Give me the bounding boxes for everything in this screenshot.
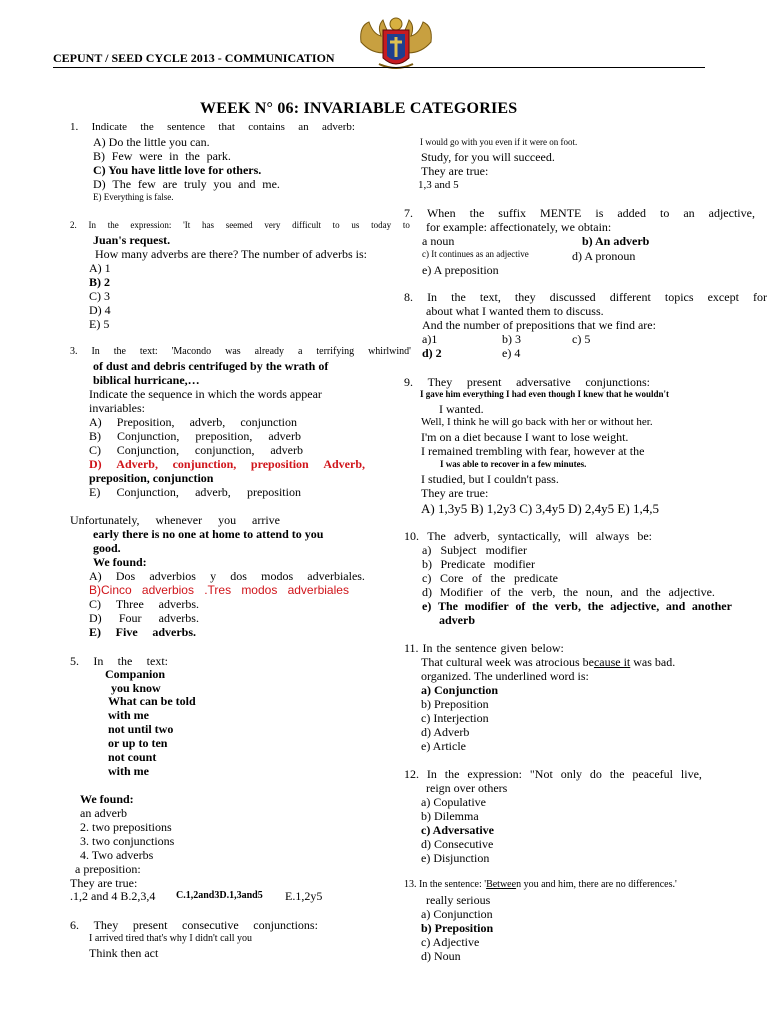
q12-option-b: b) Dilemma [421,809,479,823]
q10-option-e-cont: adverb [439,613,475,627]
q11-underlined-word: cause it [593,655,631,669]
q5-item: 4. Two adverbs [80,848,154,862]
q12-option-e: e) Disjunction [421,851,490,865]
q5-poem-line: with me [108,764,149,778]
q5-true: They are true: [70,876,138,890]
q5-poem-line: Companion [105,667,166,681]
q8-stem: 8. In the text, they discussed different topics except for [404,290,767,304]
q9-line3: I wanted. [439,402,484,416]
q2-option-d: D) 4 [89,303,111,317]
q9-line5: I'm on a diet because I want to lose weight. [421,430,629,444]
q5-answers-a: .1,2 and 4 B.2,3,4 [70,889,156,903]
q3-line2: of dust and debris centrifuged by the wrath of [93,359,329,373]
q4-option-e: E) Five adverbs. [89,625,196,639]
q9-answers: A) 1,3y5 B) 1,2y3 C) 3,4y5 D) 2,4y5 E) 1,4,5 [421,501,659,516]
q8-line2: about what I wanted them to discuss. [426,304,604,318]
q6-line2: I arrived tired that's why I didn't call you [89,933,253,944]
q3-stem: 3. In the text: 'Macondo was already a terrifying whirlwind' [70,346,411,357]
q10-option-d: d) Modifier of the verb, the noun, and the adjective. [422,585,715,599]
q6-cont-line: I would go with you even if it were on foot. [420,137,578,147]
q11-stem: 11. In the sentence given below: [404,641,564,655]
q4-line4: We found: [93,555,147,569]
q10-option-c: c) Core of the predicate [422,571,558,585]
q11-option-c: c) Interjection [421,711,489,725]
q9-line7: I was able to recover in a few minutes. [440,459,587,469]
q5-poem-line: not until two [108,722,174,736]
q3-line5: invariables: [89,401,145,415]
q13-line2: really serious [426,893,491,907]
q11-line3: organized. The underlined word is: [421,669,589,683]
q2-option-e: E) 5 [89,317,110,331]
q4-option-d: D) Four adverbs. [89,611,199,625]
q6-line3: Think then act [89,946,159,960]
header-rule [53,67,705,68]
q5-stem: 5. In the text: [70,654,168,668]
q3-option-c: C) Conjunction, conjunction, adverb [89,443,303,457]
q5-poem-line: not count [108,750,157,764]
q11-option-e: e) Article [421,739,466,753]
q12-stem: 12. In the expression: "Not only do the peaceful live, [404,767,702,781]
q6-cont-line: They are true: [421,164,489,178]
q4-stem: Unfortunately, whenever you arrive [70,513,280,527]
q3-option-a: A) Preposition, adverb, conjunction [89,415,297,429]
q2-stem: 2. In the expression: 'It has seemed very difficult to us today to [70,220,410,230]
q2-line2: Juan's request. [93,233,171,247]
q5-poem-line: you know [111,681,161,695]
q11-option-d: d) Adverb [421,725,470,739]
q2-option-b: B) 2 [89,275,110,289]
q13-option-a: a) Conjunction [421,907,493,921]
q12-line2: reign over others [426,781,508,795]
q10-option-a: a) Subject modifier [422,543,527,557]
q10-option-b: b) Predicate modifier [422,557,535,571]
q13-underlined-word: Betwee [486,879,517,890]
q3-line3: biblical hurricane,… [93,373,200,387]
q4-line2: early there is no one at home to attend to you [93,527,324,541]
q9-line4: Well, I think he will go back with her or without her. [421,416,653,428]
q13-option-c: c) Adjective [421,935,480,949]
q7-option-c: c) It continues as an adjective [422,249,529,259]
q9-line9: They are true: [421,486,489,500]
q7-stem: 7. When the suffix MENTE is added to an adjective, [404,206,755,220]
q1-option-d: D) The few are truly you and me. [93,177,280,191]
q11-line2: That cultural week was atrocious because it was bad. [421,655,676,669]
q1-option-b: B) Few were in the park. [93,149,231,163]
q5-poem-line: What can be told [108,694,196,708]
q9-stem: 9. They present adversative conjunctions: [404,375,650,389]
q7-option-a: a noun [422,234,455,248]
q8-option-a: a)1 [422,332,438,346]
q2-option-c: C) 3 [89,289,110,303]
q3-option-d: D) Adverb, conjunction, preposition Adverb, [89,457,365,471]
q4-option-a: A) Dos adverbios y dos modos adverbiales. [89,569,365,583]
q4-option-b: B)Cinco adverbios .Tres modos adverbiales [89,583,349,597]
q3-line4: Indicate the sequence in which the words appear [89,387,322,401]
q7-line2: for example: affectionately, we obtain: [426,220,612,234]
q5-answers-b: C.1,2and3D.1,3and5 [176,890,263,901]
q5-item: 2. two prepositions [80,820,172,834]
q10-stem: 10. The adverb, syntactically, will always be: [404,529,652,543]
q2-line3: How many adverbs are there? The number of adverbs is: [95,247,368,261]
q8-option-c: c) 5 [572,332,591,346]
q5-item: an adverb [80,806,127,820]
q11-option-a: a) Conjunction [421,683,499,697]
q5-poem-line: or up to ten [108,736,168,750]
q1-stem: 1. Indicate the sentence that contains an adverb: [70,121,355,133]
q9-line8: I studied, but I couldn't pass. [421,472,559,486]
q12-option-c: c) Adversative [421,823,494,837]
q8-option-b: b) 3 [502,332,521,346]
q6-cont-line: 1,3 and 5 [418,179,459,191]
q1-option-a: A) Do the little you can. [93,135,210,149]
q4-option-c: C) Three adverbs. [89,597,199,611]
q7-option-b: b) An adverb [582,234,650,248]
q13-option-d: d) Noun [421,949,461,963]
q5-item: 3. two conjunctions [80,834,175,848]
q9-line6: I remained trembling with fear, however at the [421,444,645,458]
q5-found: We found: [80,792,134,806]
q13-option-b: b) Preposition [421,921,494,935]
q12-option-a: a) Copulative [421,795,486,809]
q10-option-e: e) The modifier of the verb, the adjective, and another [422,599,732,613]
q5-answers-c: E.1,2y5 [285,889,323,903]
q7-option-d: d) A pronoun [572,249,636,263]
page-title: WEEK N° 06: INVARIABLE CATEGORIES [200,100,518,117]
q11-option-b: b) Preposition [421,697,489,711]
q3-option-b: B) Conjunction, preposition, adverb [89,429,301,443]
q9-line2: I gave him everything I had even though I knew that he wouldn't [420,389,670,399]
q12-option-d: d) Consecutive [421,837,494,851]
q6-stem: 6. They present consecutive conjunctions: [70,918,318,932]
q3-option-d-cont: preposition, conjunction [89,471,214,485]
q8-option-e: e) 4 [502,346,521,360]
q13-stem: 13. In the sentence: 'Between you and him, there are no differences.' [404,879,677,890]
q4-line3: good. [93,541,121,555]
q7-option-e: e) A preposition [422,263,499,277]
header-title: CEPUNT / SEED CYCLE 2013 - COMMUNICATION [53,51,335,65]
q8-line3: And the number of prepositions that we find are: [422,318,656,332]
q5-item: a preposition: [75,862,141,876]
q8-option-d: d) 2 [422,346,442,360]
q3-option-e: E) Conjunction, adverb, preposition [89,485,301,499]
q1-option-c: C) You have little love for others. [93,163,262,177]
q2-option-a: A) 1 [89,261,111,275]
q1-option-e: E) Everything is false. [93,192,174,202]
q5-poem-line: with me [108,708,149,722]
q6-cont-line: Study, for you will succeed. [421,150,555,164]
